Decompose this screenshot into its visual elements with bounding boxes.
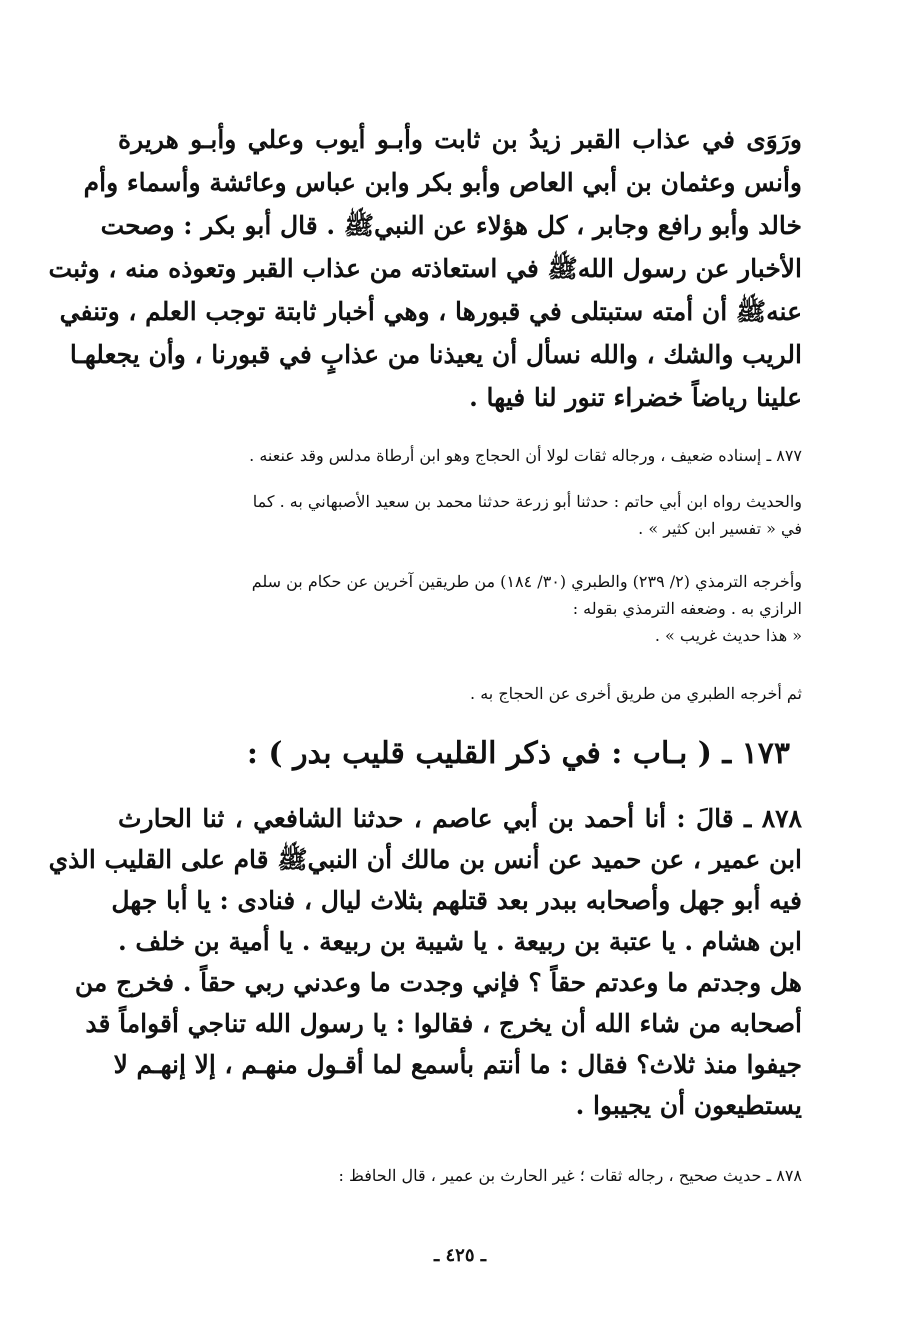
text-line: ٨٧٨ ـ قالَ : أنا أحمد بن أبي عاصم ، حدثنا الشافعي ، ثنا الحارث bbox=[118, 804, 802, 833]
main-paragraph bbox=[48, 118, 802, 419]
footnote-line: الرازي به . وضعفه الترمذي بقوله : bbox=[572, 599, 802, 618]
chapter-heading: ١٧٣ ـ ( بـاب : في ذكر القليب قليب بدر ) : bbox=[246, 736, 790, 771]
text-line: فيه أبو جهل وأصحابه ببدر بعد قتلهم بثلاث ليال ، فنادى : يا أبا جهل bbox=[111, 886, 802, 915]
hadith-878 bbox=[48, 798, 802, 1126]
footnote-line: ثم أخرجه الطبري من طريق أخرى عن الحجاج به . bbox=[470, 684, 802, 703]
text-line: يستطيعون أن يجيبوا . bbox=[575, 1091, 802, 1120]
footnote-line: في « تفسير ابن كثير » . bbox=[638, 519, 802, 538]
footnote-line: « هذا حديث غريب » . bbox=[654, 626, 802, 645]
text-line: وأنس وعثمان بن أبي العاص وأبو بكر وابن عباس وعائشة وأسماء وأم bbox=[83, 168, 802, 197]
footnote-877-tirmidhi bbox=[118, 568, 802, 649]
footnote-line: ٨٧٨ ـ حديث صحيح ، رجاله ثقات ؛ غير الحارث بن عمير ، قال الحافظ : bbox=[338, 1166, 802, 1185]
footnote-877-tabari bbox=[118, 680, 802, 707]
text-line: خالد وأبو رافع وجابر ، كل هؤلاء عن النبيﷺ . قال أبو بكر : وصحت bbox=[100, 211, 802, 240]
footnote-878 bbox=[118, 1162, 802, 1189]
text-line: عنهﷺ أن أمته ستبتلى في قبورها ، وهي أخبار ثابتة توجب العلم ، وتنفي bbox=[59, 297, 802, 326]
page-number: ـ ٤٢٥ ـ bbox=[433, 1245, 487, 1266]
text-line: الريب والشك ، والله نسأل أن يعيذنا من عذابٍ في قبورنا ، وأن يجعلهـا bbox=[69, 340, 802, 369]
text-line: أصحابه من شاء الله أن يخرج ، فقالوا : يا رسول الله تناجي أقواماً قد bbox=[85, 1009, 802, 1038]
text-line: هل وجدتم ما وعدتم حقاً ؟ فإني وجدت ما وعدني ربي حقاً . فخرج من bbox=[74, 968, 802, 997]
footnote-877 bbox=[118, 442, 802, 469]
text-line: الأخبار عن رسول اللهﷺ في استعاذته من عذاب القبر وتعوذه منه ، وثبت bbox=[48, 254, 802, 283]
footnote-line: والحديث رواه ابن أبي حاتم : حدثنا أبو زرعة حدثنا محمد بن سعيد الأصبهاني به . كما bbox=[252, 492, 802, 511]
text-line: ورَوَى في عذاب القبر زيدُ بن ثابت وأبـو أيوب وعلي وأبـو هريرة bbox=[118, 125, 802, 154]
footnote-line: ٨٧٧ ـ إسناده ضعيف ، ورجاله ثقات لولا أن الحجاج وهو ابن أرطاة مدلس وقد عنعنه . bbox=[249, 446, 802, 465]
footnote-877-ibn-abi-hatim bbox=[118, 488, 802, 542]
text-line: ابن هشام . يا عتبة بن ربيعة . يا شيبة بن ربيعة . يا أمية بن خلف . bbox=[118, 927, 802, 956]
text-line: علينا رياضاً خضراء تنور لنا فيها . bbox=[469, 383, 802, 412]
text-line: جيفوا منذ ثلاث؟ فقال : ما أنتم بأسمع لما أقـول منهـم ، إلا إنهـم لا bbox=[113, 1050, 802, 1079]
text-line: ابن عمير ، عن حميد عن أنس بن مالك أن النبيﷺ قام على القليب الذي bbox=[48, 845, 802, 874]
footnote-line: وأخرجه الترمذي (٢/ ٢٣٩) والطبري (٣٠/ ١٨٤) من طريقين آخرين عن حكام بن سلم bbox=[251, 572, 802, 591]
